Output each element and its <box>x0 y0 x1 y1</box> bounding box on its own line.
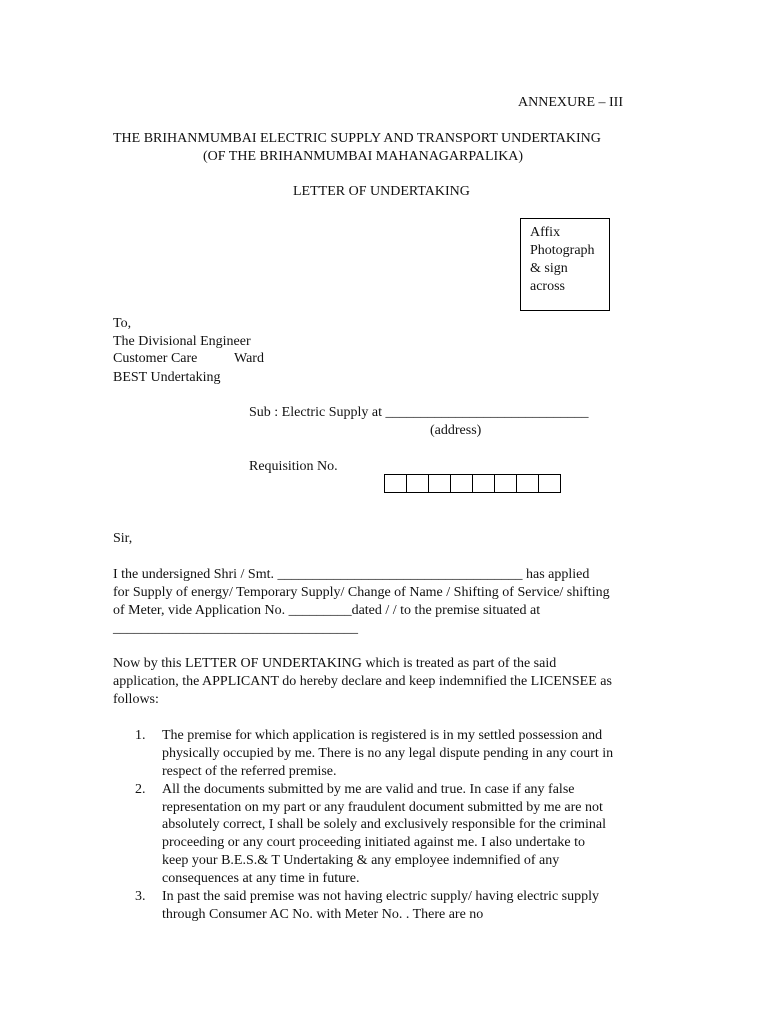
addressee-customer-care: Customer Care <box>113 351 198 366</box>
requisition-digit-box <box>429 474 451 493</box>
requisition-digit-box <box>539 474 561 493</box>
item-line: absolutely correct, I shall be solely and exclusively responsible for the criminal <box>162 817 606 832</box>
annexure-label: ANNEXURE – III <box>518 95 623 110</box>
photo-box-line: Affix <box>530 225 561 240</box>
paragraph2-line: application, the APPLICANT do hereby declare and keep indemnified the LICENSEE as <box>113 674 612 689</box>
document-title: LETTER OF UNDERTAKING <box>293 184 470 199</box>
item-line: through Consumer AC No. with Meter No. . There are no <box>162 907 484 922</box>
address-hint: (address) <box>430 423 482 438</box>
item-number: 2. <box>135 782 146 797</box>
subject-line: Sub : Electric Supply at _____________________________ <box>249 405 589 420</box>
requisition-digit-box <box>473 474 495 493</box>
paragraph1-line: I the undersigned Shri / Smt. ___________________________________ has applied <box>113 567 590 582</box>
requisition-digit-box <box>495 474 517 493</box>
paragraph2-line: follows: <box>113 692 159 707</box>
requisition-digit-box <box>407 474 429 493</box>
item-line: consequences at any time in future. <box>162 871 360 886</box>
item-line: The premise for which application is registered is in my settled possession and <box>162 728 603 743</box>
photo-box-line: across <box>530 279 565 294</box>
paragraph2-line: Now by this LETTER OF UNDERTAKING which is treated as part of the said <box>113 656 557 671</box>
photo-box-line: Photograph <box>530 243 595 258</box>
item-line: physically occupied by me. There is no any legal dispute pending in any court in <box>162 746 614 761</box>
paragraph1-line: of Meter, vide Application No. _________dated / / to the premise situated at <box>113 603 541 618</box>
item-line: proceeding or any court proceeding initiated against me. I also undertake to <box>162 835 585 850</box>
organization-subtitle: (OF THE BRIHANMUMBAI MAHANAGARPALIKA) <box>203 149 524 164</box>
item-line: keep your B.E.S.& T Undertaking & any employee indemnified of any <box>162 853 560 868</box>
requisition-digit-box <box>517 474 539 493</box>
paragraph1-line: for Supply of energy/ Temporary Supply/ Change of Name / Shifting of Service/ shifting <box>113 585 610 600</box>
addressee-line1: The Divisional Engineer <box>113 334 251 349</box>
item-line: representation on my part or any fraudulent document submitted by me are not <box>162 800 603 815</box>
addressee-ward: Ward <box>234 351 264 366</box>
organization-name: THE BRIHANMUMBAI ELECTRIC SUPPLY AND TRANSPORT UNDERTAKING <box>113 131 601 146</box>
requisition-number-boxes <box>384 474 561 493</box>
item-number: 3. <box>135 889 146 904</box>
photo-box-line: & sign <box>530 261 568 276</box>
addressee-line3: BEST Undertaking <box>113 370 221 385</box>
salutation: Sir, <box>113 531 133 546</box>
paragraph1-line: ___________________________________ <box>113 621 358 636</box>
photograph-box <box>520 218 610 311</box>
item-line: In past the said premise was not having electric supply/ having electric supply <box>162 889 599 904</box>
requisition-digit-box <box>451 474 473 493</box>
requisition-digit-box <box>385 474 407 493</box>
addressee-to: To, <box>113 316 132 331</box>
item-line: respect of the referred premise. <box>162 764 337 779</box>
requisition-label: Requisition No. <box>249 459 338 474</box>
item-line: All the documents submitted by me are valid and true. In case if any false <box>162 782 575 797</box>
item-number: 1. <box>135 728 146 743</box>
